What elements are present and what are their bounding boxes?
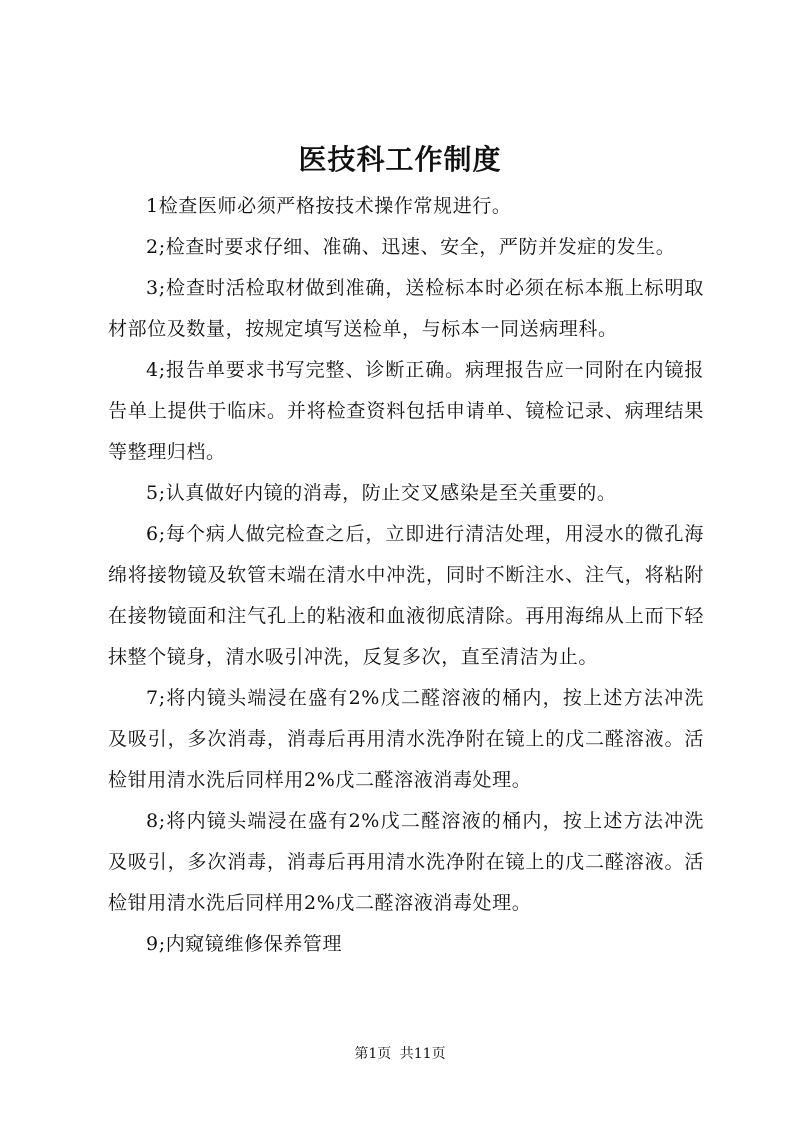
paragraph-2: 2;检查时要求仔细、准确、迅速、安全，严防并发症的发生。 [146,236,676,258]
paragraph-9: 9;内窥镜维修保养管理 [146,933,343,955]
paragraph-4: 4;报告单要求书写完整、诊断正确。病理报告应一同附在内镜报告单上提供于临床。并将检查资料包括申请单、镜检记录、病理结果等整理归档。 [108,359,704,463]
paragraph-3: 3;检查时活检取材做到准确，送检标本时必须在标本瓶上标明取材部位及数量，按规定填写送检单，与标本一同送病理科。 [108,277,704,340]
page-number: 第1页 [354,1046,392,1062]
paragraph-6: 6;每个病人做完检查之后，立即进行清洁处理，用浸水的微孔海绵将接物镜及软管末端在清水中冲洗，同时不断注水、注气，将粘附在接物镜面和注气孔上的粘液和血液彻底清除。再用海绵从上而下轻抹整个镜身，清水吸引冲洗，反复多次，直至清洁为止。 [108,523,704,668]
document-body [108,186,704,965]
paragraph-1: 1检查医师必须严格按技术操作常规进行。 [146,195,512,217]
paragraph-8: 8;将内镜头端浸在盛有2%戊二醛溶液的桶内，按上述方法冲洗及吸引，多次消毒，消毒后再用清水洗净附在镜上的戊二醛溶液。活检钳用清水洗后同样用2%戊二醛溶液消毒处理。 [108,810,704,914]
page-footer [0,1044,800,1064]
paragraph-7: 7;将内镜头端浸在盛有2%戊二醛溶液的桶内，按上述方法冲洗及吸引，多次消毒，消毒后再用清水洗净附在镜上的戊二醛溶液。活检钳用清水洗后同样用2%戊二醛溶液消毒处理。 [108,687,704,791]
page-total: 共11页 [399,1046,446,1062]
document-title: 医技科工作制度 [298,143,502,176]
paragraph-5: 5;认真做好内镜的消毒，防止交叉感染是至关重要的。 [146,482,617,504]
